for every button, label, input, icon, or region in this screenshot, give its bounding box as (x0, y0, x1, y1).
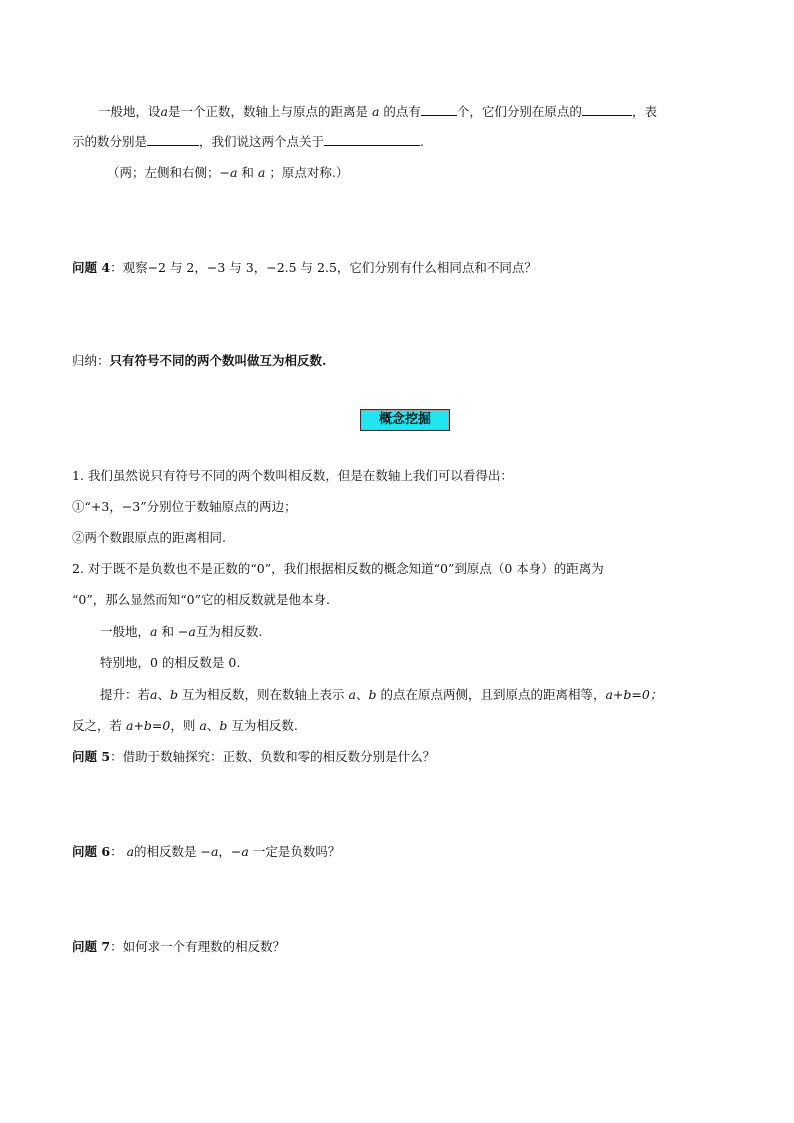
p2-line-1: 2. 对于既不是负数也不是正数的“0”，我们根据相反数的概念知道“0”到原点（0 本身）的距离为 (72, 561, 604, 576)
question-4: 问题 4：观察−2 与 2，−3 与 3，−2.5 与 2.5，它们分别有什么相同点和不同点？ (72, 260, 537, 275)
p2-converse: 反之，若 a+b=0，则 a、b 互为相反数. (72, 718, 298, 733)
p2-line-2: “0”，那么显然而知“0”它的相反数就是他本身. (72, 592, 330, 607)
summary: 归纳：只有符号不同的两个数叫做互为相反数. (72, 353, 327, 368)
fill-blank-numbers[interactable] (147, 133, 199, 146)
p1-line-2: ①“+3，−3”分别位于数轴原点的两边； (72, 499, 297, 514)
question-7: 问题 7：如何求一个有理数的相反数？ (72, 939, 286, 954)
question-6: 问题 6： a的相反数是 −a，−a 一定是负数吗？ (72, 844, 341, 859)
p2-special: 特别地，0 的相反数是 0. (100, 655, 241, 670)
intro-answer: （两；左侧和右侧；−a 和 a ；原点对称.） (107, 165, 349, 180)
p2-general: 一般地，a 和 −a互为相反数. (100, 624, 263, 639)
fill-blank-position[interactable] (582, 103, 632, 116)
intro-line-1: 一般地，设a是一个正数，数轴上与原点的距离是 a 的点有 个，它们分别在原点的 ，表 (98, 104, 657, 119)
p1-line-3: ②两个数跟原点的距离相同. (72, 530, 226, 545)
fill-blank-count[interactable] (421, 103, 457, 116)
p2-lift: 提升：若a、b 互为相反数，则在数轴上表示 a、b 的点在原点两侧，且到原点的距离相等，a+b=0； (100, 687, 663, 702)
section-title-box: 概念挖掘 (360, 409, 450, 431)
p1-line-1: 1. 我们虽然说只有符号不同的两个数叫相反数，但是在数轴上我们可以看得出： (72, 468, 513, 483)
question-5: 问题 5：借助于数轴探究：正数、负数和零的相反数分别是什么？ (72, 749, 436, 764)
fill-blank-symmetry[interactable] (324, 133, 420, 146)
intro-line-2: 示的数分别是 ，我们说这两个点关于 . (72, 134, 425, 149)
